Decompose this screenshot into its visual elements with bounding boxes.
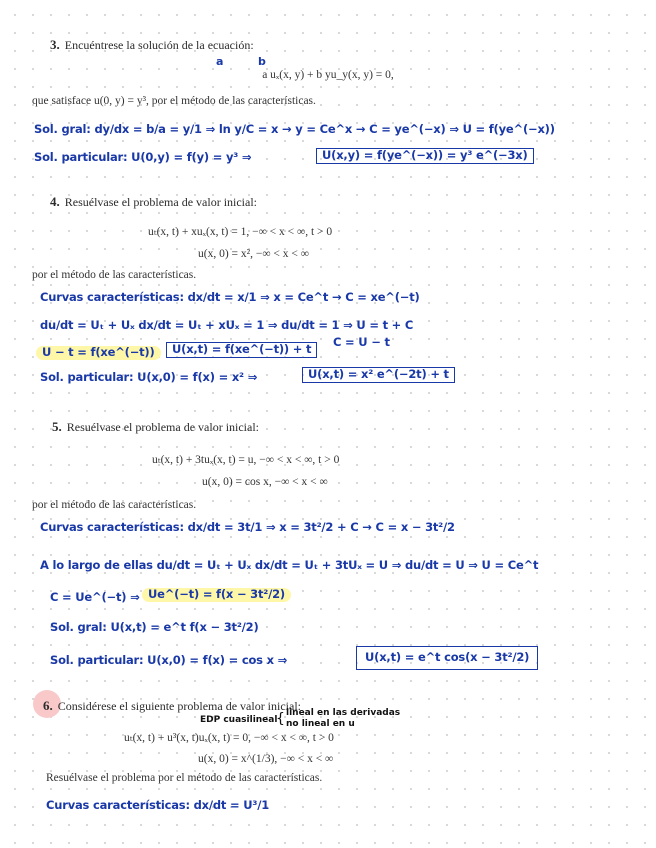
problem-4-method: por el método de las características. — [32, 269, 197, 281]
p3-general-solution: Sol. gral: dy/dx = b/a = y/1 ⇒ ln y/C = x → y = Ce^x → C = ye^(−x) ⇒ U = f(ye^(−x)) — [34, 122, 555, 136]
p4-characteristic-curves: Curvas características: dx/dt = x/1 ⇒ x = Ce^t → C = xe^(−t) — [40, 290, 420, 304]
problem-5-pde: uₜ(x, t) + 3tuₓ(x, t) = u, −∞ < x < ∞, t > 0 — [152, 454, 340, 466]
problem-3-condition: que satisface u(0, y) = y³, por el método de las características. — [32, 95, 316, 107]
problem-6-pde: uₜ(x, t) + u³(x, t)uₓ(x, t) = 0, −∞ < x < ∞, t > 0 — [124, 732, 334, 744]
p4-general-solution-box: U(x,t) = f(xe^(−t)) + t — [166, 342, 317, 358]
p4-particular-answer-box: U(x,t) = x² e^(−2t) + t — [302, 367, 455, 383]
problem-number: 3. — [50, 37, 60, 52]
p6-characteristic-curves: Curvas características: dx/dt = U³/1 — [46, 798, 270, 812]
handwritten-a: a — [216, 55, 224, 68]
problem-statement: Considérese el siguiente problema de valor inicial: — [57, 699, 302, 713]
problem-4-initial-condition: u(x, 0) = x², −∞ < x < ∞ — [198, 248, 309, 260]
p4-derivative-along-curves: du/dt = Uₜ + Uₓ dx/dt = Uₜ + xUₓ = 1 ⇒ du/dt = 1 ⇒ U = t + C — [40, 318, 414, 332]
problem-number: 4. — [50, 194, 60, 209]
p4-highlighted-relation: U − t = f(xe^(−t)) — [36, 346, 161, 360]
problem-3-equation: a uₓ(x, y) + b yu_y(x, y) = 0, — [262, 69, 394, 81]
problem-6-instruction: Resuélvase el problema por el método de las características. — [46, 772, 323, 784]
problem-4-pde: uₜ(x, t) + xuₓ(x, t) = 1, −∞ < x < ∞, t > 0 — [148, 226, 333, 238]
p3-particular-label: Sol. particular: U(0,y) = f(y) = y³ ⇒ — [34, 150, 252, 164]
p5-characteristic-curves: Curvas características: dx/dt = 3t/1 ⇒ x = 3t²/2 + C → C = x − 3t²/2 — [40, 520, 455, 534]
problem-number: 6. — [43, 698, 53, 713]
p5-general-solution: Sol. gral: U(x,t) = e^t f(x − 3t²/2) — [50, 620, 259, 634]
problem-3-header — [50, 38, 254, 51]
problem-statement: Encuéntrese la solución de la ecuación: — [64, 38, 254, 52]
p4-particular-label: Sol. particular: U(x,0) = f(x) = x² ⇒ — [40, 370, 258, 384]
annotation-nonlinear-u: no lineal en u — [286, 719, 355, 729]
annotation-quasilinear: EDP cuasilineal — [200, 715, 278, 725]
p5-highlighted-relation: Ue^(−t) = f(x − 3t²/2) — [142, 588, 291, 602]
problem-5-header — [52, 420, 259, 433]
brace-glyph: { — [276, 711, 285, 727]
p4-constant: C = U − t — [333, 335, 390, 349]
annotation-linear-derivatives: lineal en las derivadas — [286, 708, 401, 718]
problem-statement: Resuélvase el problema de valor inicial: — [66, 420, 260, 434]
problem-6-initial-condition: u(x, 0) = x^(1/3), −∞ < x < ∞ — [198, 753, 334, 765]
p5-particular-label: Sol. particular: U(x,0) = f(x) = cos x ⇒ — [50, 653, 288, 667]
p3-particular-answer-box: U(x,y) = f(ye^(−x)) = y³ e^(−3x) — [316, 148, 534, 164]
p5-constant: C = Ue^(−t) ⇒ — [50, 590, 140, 604]
handwritten-b: b — [258, 55, 266, 68]
problem-5-initial-condition: u(x, 0) = cos x, −∞ < x < ∞ — [202, 476, 328, 488]
problem-6-header — [43, 699, 301, 712]
p5-particular-answer-box: U(x,t) = e^t cos(x − 3t²/2) — [356, 646, 538, 670]
problem-5-method: por el método de las características. — [32, 499, 197, 511]
problem-4-header — [50, 195, 257, 208]
p5-along-curves: A lo largo de ellas du/dt = Uₜ + Uₓ dx/dt = Uₜ + 3tUₓ = U ⇒ du/dt = U ⇒ U = Ce^t — [40, 558, 539, 572]
problem-number: 5. — [52, 419, 62, 434]
problem-statement: Resuélvase el problema de valor inicial: — [64, 195, 258, 209]
